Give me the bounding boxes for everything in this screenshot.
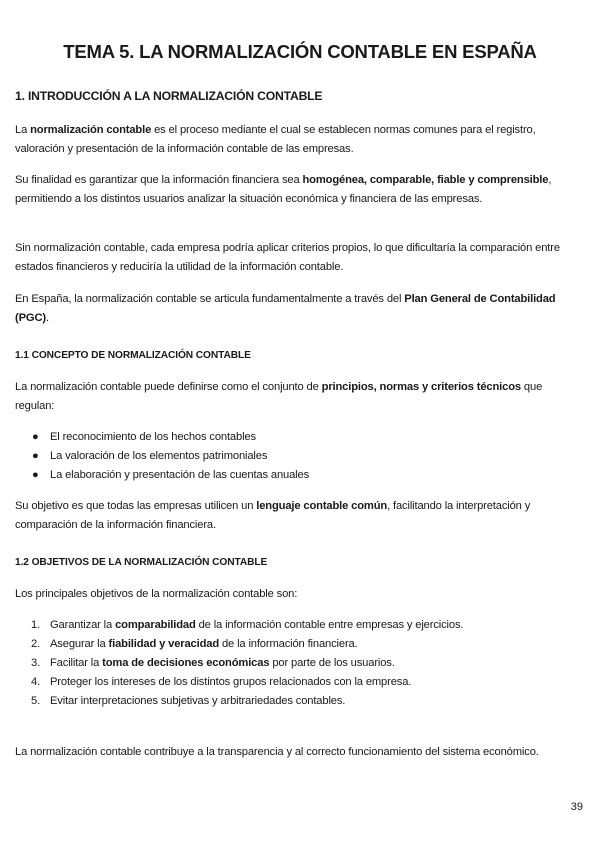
bullet-icon: ● <box>32 431 39 443</box>
text: En España, la normalización contable se articula fundamentalmente a través del <box>15 293 405 305</box>
list-item <box>15 654 575 673</box>
page-number: 39 <box>570 801 583 813</box>
text: , permitiendo a los distintos usuarios analizar la situación económica y financiera de las empresas. <box>15 174 552 205</box>
list-item <box>15 616 575 635</box>
text: La normalización contable puede definirse como el conjunto de <box>15 381 322 393</box>
list-number: 2. <box>31 638 41 650</box>
text: Facilitar la <box>50 657 103 669</box>
list-item <box>15 692 575 711</box>
text: Garantizar la <box>50 619 116 631</box>
text: es el proceso mediante el cual se establecen normas comunes para el registro, valoración y presentación de la información contable de las empresas. <box>15 124 536 155</box>
paragraph-definition <box>15 121 583 159</box>
list-item-text: La elaboración y presentación de las cuentas anuales <box>50 469 310 481</box>
paragraph-objectives-intro: Los principales objetivos de la normalización contable son: <box>15 588 298 600</box>
list-item <box>15 447 575 466</box>
bullet-icon: ● <box>32 469 39 481</box>
bold-term: homogénea, comparable, fiable y comprensible <box>302 174 549 186</box>
list-number: 1. <box>31 619 41 631</box>
text: de la información financiera. <box>219 638 358 650</box>
text: . <box>45 312 49 324</box>
bold-term: fiabilidad y veracidad <box>108 638 220 650</box>
text: La <box>15 124 31 136</box>
list-item <box>15 466 575 485</box>
bullet-list <box>15 428 575 485</box>
list-item-text: La valoración de los elementos patrimoniales <box>50 450 268 462</box>
text: Su objetivo es que todas las empresas utilicen un <box>15 500 257 512</box>
text: Proteger los intereses de los distintos grupos relacionados con la empresa. <box>50 676 412 688</box>
bold-term: principios, normas y criterios técnicos <box>321 381 521 393</box>
page-title: TEMA 5. LA NORMALIZACIÓN CONTABLE EN ESPAÑA <box>63 41 537 62</box>
section-heading-intro: 1. INTRODUCCIÓN A LA NORMALIZACIÓN CONTABLE <box>15 89 323 103</box>
text: Su finalidad es garantizar que la información financiera sea <box>15 174 303 186</box>
list-item <box>15 635 575 654</box>
list-item <box>15 673 575 692</box>
list-item-text: El reconocimiento de los hechos contables <box>50 431 256 443</box>
list-item <box>15 428 575 447</box>
bold-term: Plan General de Contabilidad (PGC) <box>15 293 556 324</box>
bold-term: normalización contable <box>30 124 152 136</box>
list-number: 5. <box>31 695 41 707</box>
text: por parte de los usuarios. <box>269 657 395 669</box>
paragraph-closing: La normalización contable contribuye a la transparencia y al correcto funcionamiento del sistema económico. <box>15 746 539 758</box>
paragraph-spain <box>15 290 583 328</box>
bold-term: comparabilidad <box>115 619 196 631</box>
paragraph-objective <box>15 497 583 535</box>
paragraph-concept <box>15 378 583 416</box>
paragraph-without-normalization: Sin normalización contable, cada empresa podría aplicar criterios propios, lo que dificultaría la comparación entre estados financieros y reduciría la utilidad de la información contable. <box>15 242 560 273</box>
bold-term: toma de decisiones económicas <box>102 657 270 669</box>
text: que regulan: <box>15 381 543 412</box>
text: Asegurar la <box>50 638 109 650</box>
text: Evitar interpretaciones subjetivas y arbitrariedades contables. <box>50 695 346 707</box>
list-number: 4. <box>31 676 41 688</box>
list-number: 3. <box>31 657 41 669</box>
text: de la información contable entre empresas y ejercicios. <box>195 619 464 631</box>
section-heading-concept: 1.1 CONCEPTO DE NORMALIZACIÓN CONTABLE <box>15 350 251 361</box>
bold-term: lenguaje contable común <box>256 500 388 512</box>
section-heading-objectives: 1.2 OBJETIVOS DE LA NORMALIZACIÓN CONTABLE <box>15 557 268 568</box>
numbered-list <box>15 616 575 711</box>
text: , facilitando la interpretación y comparación de la información financiera. <box>15 500 531 531</box>
paragraph-purpose <box>15 171 583 209</box>
bullet-icon: ● <box>32 450 39 462</box>
